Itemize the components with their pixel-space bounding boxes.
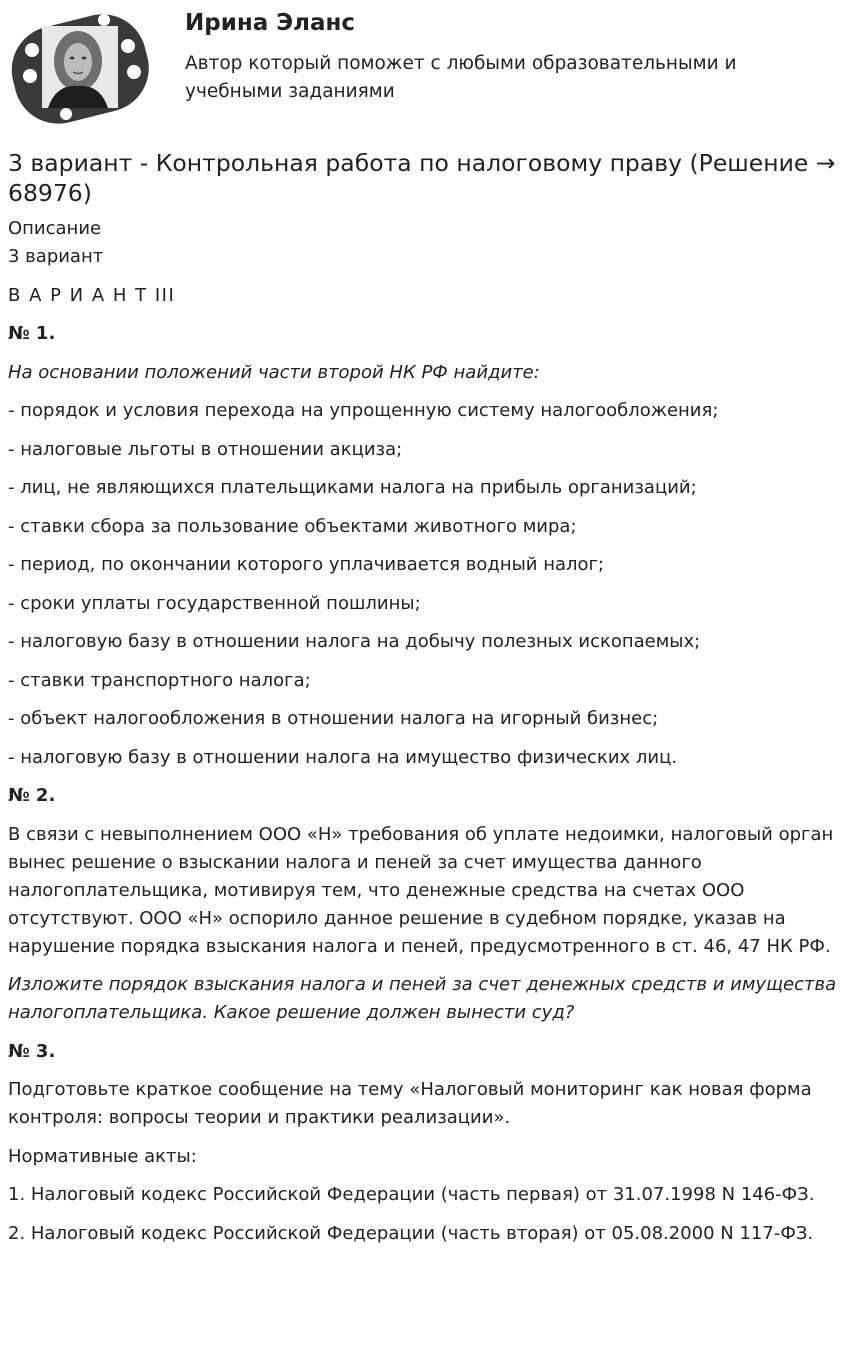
description-label: Описание <box>8 218 102 239</box>
variant-label: 3 вариант <box>8 246 104 267</box>
task1-intro: На основании положений части второй НК РФ найдите: <box>8 361 540 383</box>
list-item: - налоговую базу в отношении налога на имущество физических лиц. <box>8 746 678 768</box>
author-name[interactable]: Ирина Эланс <box>185 10 356 36</box>
variant-heading: В А Р И А Н Т III <box>8 284 176 306</box>
list-item: - сроки уплаты государственной пошлины; <box>8 592 421 614</box>
author-description: Автор который поможет с любыми образовательными и учебными заданиями <box>185 53 737 102</box>
task3-text: Подготовьте краткое сообщение на тему «Налоговый мониторинг как новая форма контроля: вопросы теории и практики реализации». <box>8 1079 812 1128</box>
task1-number: № 1. <box>8 323 56 344</box>
list-item: - ставки сбора за пользование объектами животного мира; <box>8 515 577 537</box>
list-item: - период, по окончании которого уплачивается водный налог; <box>8 554 605 575</box>
list-item: - налоговые льготы в отношении акциза; <box>8 438 403 460</box>
task2-question: Изложите порядок взыскания налога и пеней за счет денежных средств и имущества налогоплательщика. Какое решение должен вынести суд? <box>8 974 837 1023</box>
task2-number: № 2. <box>8 785 56 806</box>
page-title: 3 вариант - Контрольная работа по налоговому праву (Решение → 68976) <box>8 149 836 207</box>
acts-label: Нормативные акты: <box>8 1145 197 1167</box>
task3-number: № 3. <box>8 1040 56 1062</box>
author-block <box>0 0 847 130</box>
main-content <box>8 148 840 1248</box>
act-item: 2. Налоговый кодекс Российской Федерации (часть вторая) от 05.08.2000 N 117-ФЗ. <box>8 1222 814 1244</box>
list-item: - порядок и условия перехода на упрощенную систему налогообложения; <box>8 400 719 421</box>
author-avatar[interactable] <box>8 6 152 126</box>
task2-text: В связи с невыполнением ООО «Н» требования об уплате недоимки, налоговый орган вынес решение о взыскании налога и пеней за счет имущества данного налогоплательщика, мотивируя тем, что денежные средства на счетах ООО отсутствуют. ООО «Н» оспорило данное решение в судебном порядке, указав на нарушение порядка взыскания налога и пеней, предусмотренного в ст. 46, 47 НК РФ. <box>8 823 834 957</box>
list-item: - лиц, не являющихся плательщиками налога на прибыль организаций; <box>8 477 697 498</box>
list-item: - объект налогообложения в отношении налога на игорный бизнес; <box>8 708 659 729</box>
list-item: - ставки транспортного налога; <box>8 669 311 691</box>
act-item: 1. Налоговый кодекс Российской Федерации (часть первая) от 31.07.1998 N 146-ФЗ. <box>8 1184 815 1205</box>
list-item: - налоговую базу в отношении налога на добычу полезных ископаемых; <box>8 631 701 652</box>
